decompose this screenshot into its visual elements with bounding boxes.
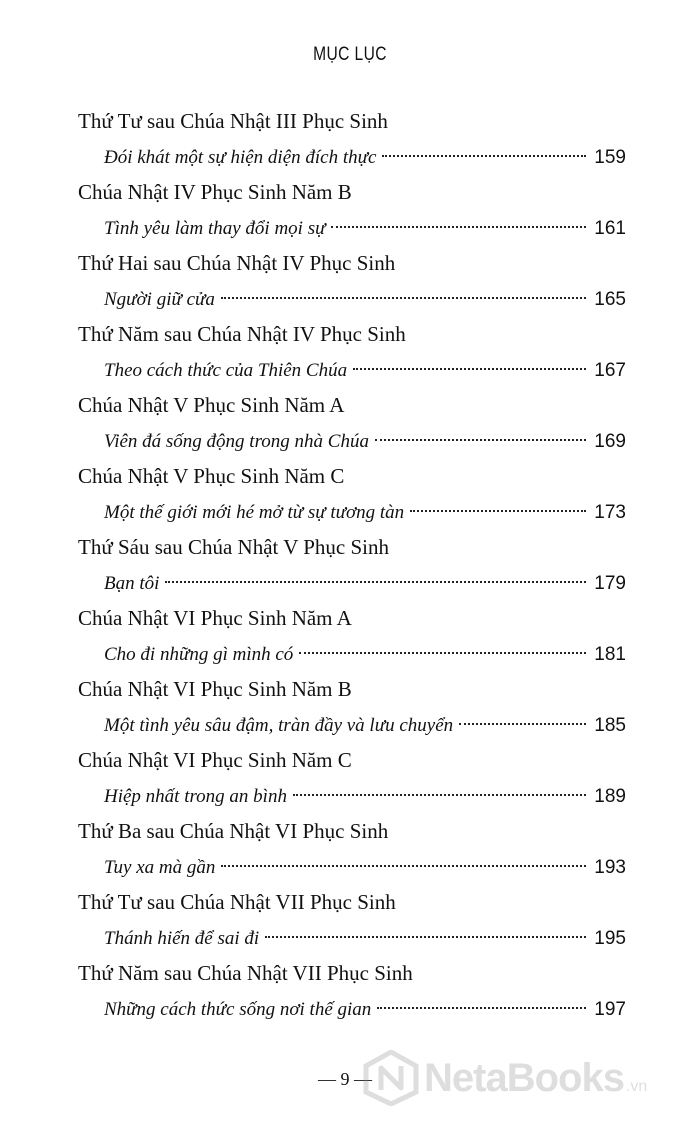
dot-leader	[353, 368, 586, 370]
dot-leader	[331, 226, 586, 228]
watermark-brand: NetaBooks	[424, 1055, 624, 1100]
toc-entry-page: 193	[594, 857, 626, 878]
toc-entry-heading: Thứ Hai sau Chúa Nhật IV Phục Sinh	[78, 251, 396, 275]
toc-entry-heading: Thứ Năm sau Chúa Nhật IV Phục Sinh	[78, 322, 406, 346]
toc-entry-page: 189	[594, 786, 626, 807]
toc-entry-line[interactable]	[104, 782, 626, 812]
netabooks-logo-icon	[362, 1050, 420, 1106]
toc-entry-page: 165	[594, 289, 626, 310]
toc-entry	[0, 107, 700, 178]
toc-entry	[0, 746, 700, 817]
toc-entry-heading: Chúa Nhật VI Phục Sinh Năm A	[78, 606, 352, 630]
toc-entry-heading: Thứ Tư sau Chúa Nhật III Phục Sinh	[78, 109, 388, 133]
dot-leader	[377, 1007, 586, 1009]
toc-entry	[0, 320, 700, 391]
toc-entry-heading: Chúa Nhật VI Phục Sinh Năm C	[78, 748, 352, 772]
toc-entry-subtitle: Những cách thức sống nơi thế gian	[104, 999, 372, 1020]
toc-entry-line[interactable]	[104, 143, 626, 173]
toc-entry-subtitle: Hiệp nhất trong an bình	[104, 786, 287, 807]
toc-entry-subtitle: Một tình yêu sâu đậm, tràn đầy và lưu chuyển	[104, 715, 454, 736]
toc-entry-subtitle: Một thế giới mới hé mở từ sự tương tàn	[104, 502, 405, 523]
toc-entry-page: 197	[594, 999, 626, 1020]
toc-entry-subtitle: Người giữ cửa	[104, 289, 215, 310]
dot-leader	[382, 155, 586, 157]
dot-leader	[221, 297, 586, 299]
toc-entry-line[interactable]	[104, 285, 626, 315]
toc-entry-subtitle: Tuy xa mà gần	[104, 857, 216, 878]
table-of-contents	[0, 107, 700, 1030]
toc-entry-heading: Thứ Sáu sau Chúa Nhật V Phục Sinh	[78, 535, 390, 559]
page-title: MỤC LỤC	[313, 44, 387, 65]
toc-entry-heading: Thứ Ba sau Chúa Nhật VI Phục Sinh	[78, 819, 389, 843]
toc-entry-subtitle: Cho đi những gì mình có	[104, 644, 294, 665]
toc-entry	[0, 462, 700, 533]
toc-entry-line[interactable]	[104, 924, 626, 954]
toc-entry-line[interactable]	[104, 995, 626, 1025]
toc-entry-subtitle: Tình yêu làm thay đổi mọi sự	[104, 218, 326, 239]
toc-entry-page: 181	[594, 644, 626, 665]
toc-entry-subtitle: Theo cách thức của Thiên Chúa	[104, 360, 348, 381]
toc-entry-page: 159	[594, 147, 626, 168]
toc-entry	[0, 817, 700, 888]
toc-entry-heading: Chúa Nhật V Phục Sinh Năm A	[78, 393, 345, 417]
watermark-suffix: .vn	[625, 1078, 648, 1095]
watermark	[362, 1050, 647, 1106]
page-number: — 9 —	[318, 1069, 372, 1089]
toc-entry-page: 173	[594, 502, 626, 523]
toc-entry-line[interactable]	[104, 640, 626, 670]
toc-entry	[0, 178, 700, 249]
toc-entry-line[interactable]	[104, 427, 626, 457]
toc-entry-heading: Chúa Nhật V Phục Sinh Năm C	[78, 464, 345, 488]
toc-entry	[0, 888, 700, 959]
toc-entry-page: 161	[594, 218, 626, 239]
dot-leader	[459, 723, 586, 725]
dot-leader	[165, 581, 586, 583]
toc-entry-line[interactable]	[104, 569, 626, 599]
toc-entry	[0, 533, 700, 604]
toc-entry-heading: Chúa Nhật IV Phục Sinh Năm B	[78, 180, 352, 204]
dot-leader	[221, 865, 586, 867]
toc-entry-page: 185	[594, 715, 626, 736]
toc-entry	[0, 604, 700, 675]
toc-entry-subtitle: Thánh hiến để sai đi	[104, 928, 260, 949]
toc-entry-line[interactable]	[104, 498, 626, 528]
toc-entry-heading: Thứ Tư sau Chúa Nhật VII Phục Sinh	[78, 890, 396, 914]
toc-entry-heading: Chúa Nhật VI Phục Sinh Năm B	[78, 677, 352, 701]
toc-entry-subtitle: Đói khát một sự hiện diện đích thực	[104, 147, 377, 168]
toc-entry-line[interactable]	[104, 214, 626, 244]
dot-leader	[410, 510, 586, 512]
toc-entry-page: 195	[594, 928, 626, 949]
toc-entry	[0, 675, 700, 746]
toc-entry-line[interactable]	[104, 853, 626, 883]
toc-entry-page: 167	[594, 360, 626, 381]
dot-leader	[375, 439, 586, 441]
toc-entry-line[interactable]	[104, 356, 626, 386]
toc-entry-subtitle: Viên đá sống động trong nhà Chúa	[104, 431, 369, 452]
toc-entry-page: 179	[594, 573, 626, 594]
dot-leader	[293, 794, 586, 796]
dot-leader	[265, 936, 586, 938]
toc-entry	[0, 249, 700, 320]
toc-entry	[0, 391, 700, 462]
toc-entry	[0, 959, 700, 1030]
toc-entry-line[interactable]	[104, 711, 626, 741]
dot-leader	[299, 652, 586, 654]
toc-entry-heading: Thứ Năm sau Chúa Nhật VII Phục Sinh	[78, 961, 413, 985]
toc-entry-page: 169	[594, 431, 626, 452]
toc-entry-subtitle: Bạn tôi	[104, 573, 160, 594]
